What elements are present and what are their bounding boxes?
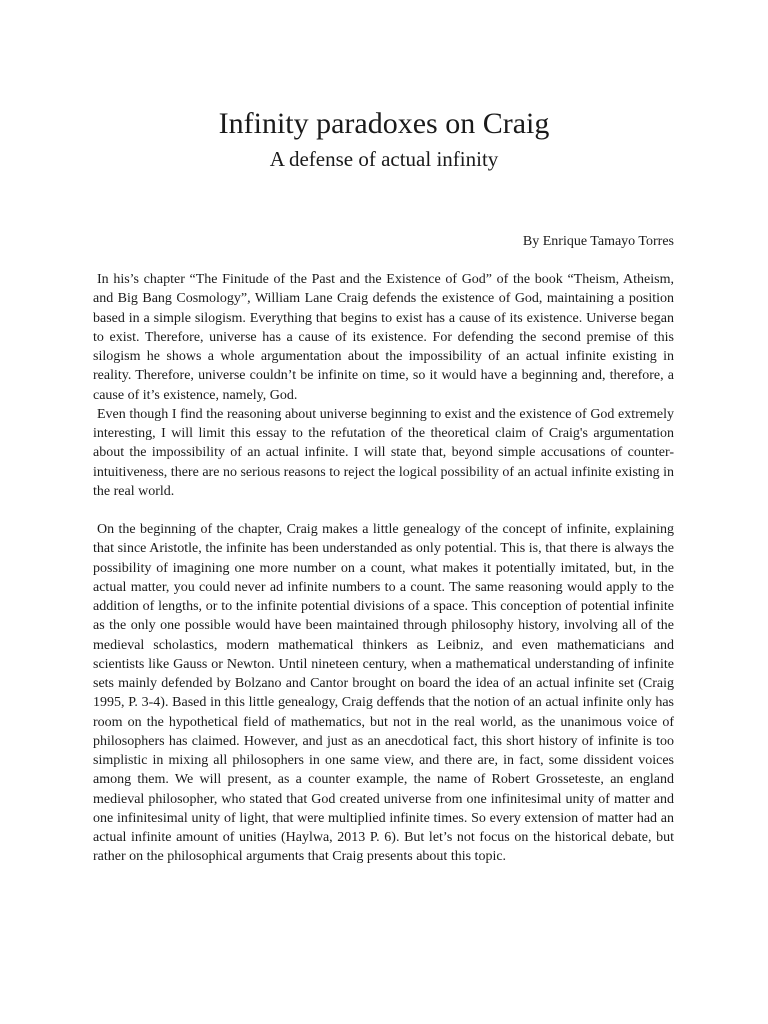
- document-title: Infinity paradoxes on Craig: [218, 107, 550, 140]
- author-byline: By Enrique Tamayo Torres: [522, 234, 674, 249]
- paragraph-thesis: Even though I find the reasoning about universe beginning to exist and the existence of God extremely interesting, I will limit this essay to the refutation of the theoretical claim of Craig's argumentation about the impossibility of an actual infinite. I will state that, beyond simple accusations of counter-intuitiveness, there are no serious reasons to reject the logical possibility of an actual infinite existing in the real world.: [93, 406, 674, 499]
- paragraph-intro: In his’s chapter “The Finitude of the Past and the Existence of God” of the book “Theism, Atheism, and Big Bang Cosmology”, William Lane Craig defends the existence of God, maintaining a position based in a simple silogism. Everything that begins to exist has a cause of its existence. Universe began to exist. Therefore, universe has a cause of its existence. For defending the second premise of this silogism he shows a whole argumentation about the impossibility of an actual infinite existing in reality. Therefore, universe couldn’t be infinite on time, so it would have a beginning and, therefore, a cause of it’s existence, namely, God.: [93, 272, 674, 403]
- paragraph-genealogy: On the beginning of the chapter, Craig makes a little genealogy of the concept of infinite, explaining that since Aristotle, the infinite has been understanded as only potential. This is, that there is always the possibility of imagining one more number on a count, what makes it potentially imitated, but, in the actual matter, you could never ad infinite numbers to a count. The same reasoning would apply to the addition of lengths, or to the infinite potential divisions of a space. This conception of potential infinite as the only one possible would have been maintained through philosophy history, involving all of the medieval scholastics, modern mathematical thinkers as Leibniz, and even mathematicians and scientists like Gauss or Newton. Until nineteen century, when a mathematical understanding of infinite sets mainly defended by Bolzano and Cantor brought on board the idea of an actual infinite set (Craig 1995, P. 3-4). Based in this little genealogy, Craig deffends that the notion of an actual infinite only has room on the hypothetical field of mathematics, but not in the real world, as the unanimous voice of philosophers has claimed. However, and just as an anecdotical fact, this short history of infinite is too simplistic in mixing all philosophers in one same view, and there are, in fact, some dissident voices among them. We will present, as a counter example, the name of Robert Grosseteste, an england medieval philosopher, who stated that God created universe from one infinitesimal unity of matter and one infinitesimal unity of light, that were multiplied infinite times. So every extension of matter had an actual infinite amount of unities (Haylwa, 2013 P. 6). But let’s not focus on the historical debate, but rather on the philosophical arguments that Craig presents about this topic.: [93, 522, 674, 865]
- body-text: [93, 270, 674, 867]
- document-subtitle: A defense of actual infinity: [269, 147, 499, 171]
